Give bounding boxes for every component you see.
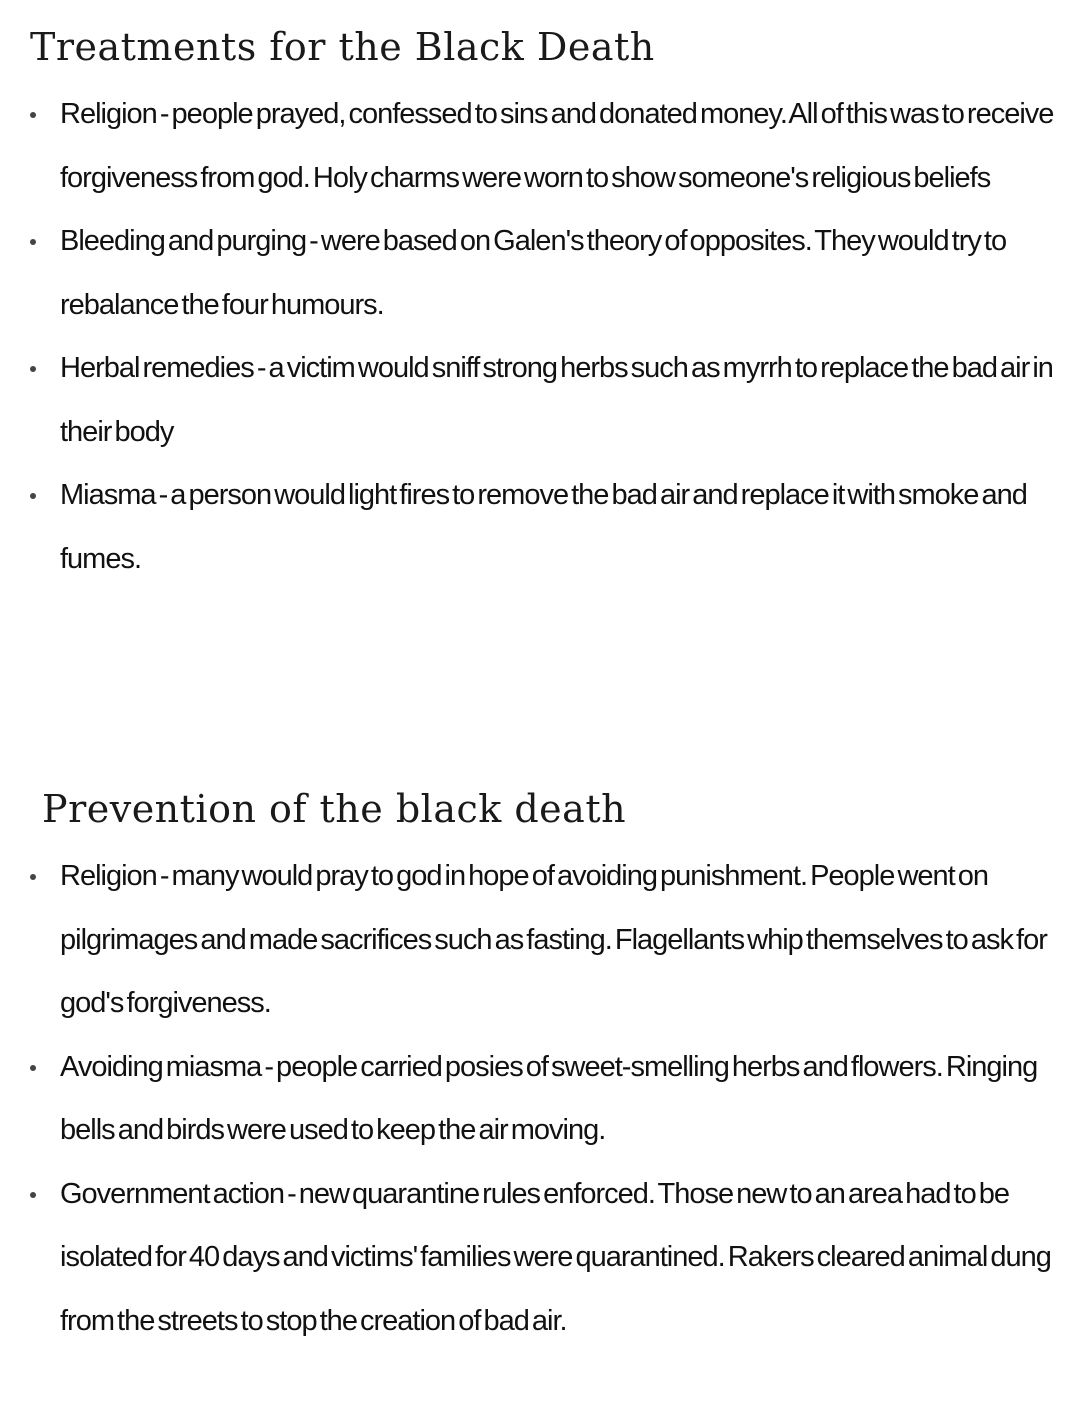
treatment-item-text: Miasma - a person would light fires to remove the bad air and replace it with smoke and fumes. xyxy=(60,479,1027,575)
treatment-item-religion xyxy=(0,83,1055,210)
treatment-item-bleeding xyxy=(0,210,1055,337)
bullet-icon xyxy=(30,239,36,245)
bullet-icon xyxy=(30,112,36,118)
bullet-icon xyxy=(30,1192,36,1198)
section-title-treatments: Treatments for the Black Death xyxy=(30,25,655,69)
bullet-icon xyxy=(30,493,36,499)
bullet-icon xyxy=(30,1065,36,1071)
section-title-prevention: Prevention of the black death xyxy=(42,787,627,831)
treatments-list xyxy=(0,83,1055,591)
bullet-icon xyxy=(30,366,36,372)
treatment-item-herbal xyxy=(0,337,1055,464)
prevention-item-text: Avoiding miasma - people carried posies of sweet-smelling herbs and flowers. Ringing bells and birds were used to keep the air moving. xyxy=(60,1050,1038,1146)
bullet-icon xyxy=(30,874,36,880)
prevention-item-miasma xyxy=(0,1036,1055,1163)
treatment-item-text: Religion - people prayed, confessed to sins and donated money. All of this was to receive forgiveness from god. Holy charms were worn to show someone's religious beliefs xyxy=(60,98,1054,194)
treatment-item-miasma xyxy=(0,464,1055,591)
prevention-list xyxy=(0,845,1055,1353)
treatment-item-text: Bleeding and purging - were based on Galen's theory of opposites. They would try to rebalance the four humours. xyxy=(60,225,1007,321)
prevention-item-text: Religion - many would pray to god in hope of avoiding punishment. People went on pilgrimages and made sacrifices such as fasting. Flagellants whip themselves to ask for god's forgiveness. xyxy=(60,860,1047,1019)
treatment-item-text: Herbal remedies - a victim would sniff strong herbs such as myrrh to replace the bad air in their body xyxy=(60,352,1053,448)
prevention-item-religion xyxy=(0,845,1055,1036)
prevention-item-text: Government action - new quarantine rules enforced. Those new to an area had to be isolated for 40 days and victims' families were quarantined. Rakers cleared animal dung from the streets to stop the creation of bad air. xyxy=(60,1177,1051,1337)
prevention-item-government xyxy=(0,1163,1055,1354)
